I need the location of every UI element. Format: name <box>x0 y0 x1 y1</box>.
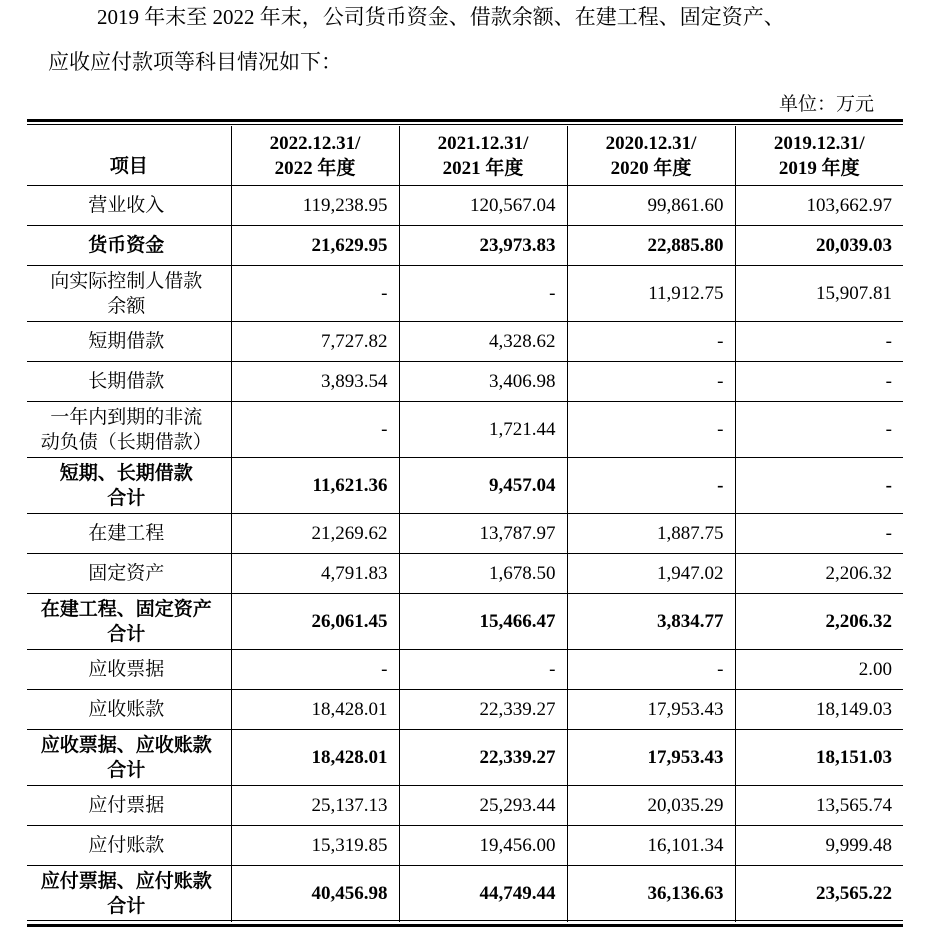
cell-value: 11,912.75 <box>567 266 735 322</box>
cell-value: 17,953.43 <box>567 730 735 786</box>
cell-value: 18,428.01 <box>231 730 399 786</box>
table-row <box>27 514 903 554</box>
cell-value: - <box>567 458 735 514</box>
cell-value: 1,721.44 <box>399 402 567 458</box>
row-label <box>27 826 231 866</box>
row-label <box>27 514 231 554</box>
cell-value: 3,893.54 <box>231 362 399 402</box>
row-label-line1: 应付票据、应付账款 <box>40 870 212 892</box>
header-2022 <box>231 126 399 186</box>
header-2020-date: 2020.12.31/ <box>605 132 697 154</box>
row-label <box>27 650 231 690</box>
header-2019 <box>735 126 903 186</box>
cell-value: 3,406.98 <box>399 362 567 402</box>
cell-value: 2,206.32 <box>735 594 903 650</box>
cell-value: 22,339.27 <box>399 690 567 730</box>
intro-line-1: 2019 年末至 2022 年末，公司货币资金、借款余额、在建工程、固定资产、 <box>97 5 785 29</box>
table-top-rule <box>27 119 903 122</box>
header-2021-date: 2021.12.31/ <box>437 132 529 154</box>
table-top-rule-thin <box>27 124 903 125</box>
cell-value: 1,947.02 <box>567 554 735 594</box>
row-label-line1: 应收票据、应收账款 <box>40 734 212 756</box>
cell-value: - <box>399 650 567 690</box>
cell-value: 18,151.03 <box>735 730 903 786</box>
cell-value: 22,339.27 <box>399 730 567 786</box>
header-2020-year: 2020 年度 <box>610 157 692 179</box>
table-row <box>27 402 903 458</box>
financial-table <box>27 126 903 922</box>
cell-value: 22,885.80 <box>567 226 735 266</box>
table-row <box>27 322 903 362</box>
cell-value: 11,621.36 <box>231 458 399 514</box>
cell-value: 15,907.81 <box>735 266 903 322</box>
cell-value: 26,061.45 <box>231 594 399 650</box>
table-row <box>27 266 903 322</box>
row-label-line1: 货币资金 <box>88 235 165 256</box>
row-label-line1: 在建工程、固定资产 <box>40 598 212 620</box>
cell-value: 3,834.77 <box>567 594 735 650</box>
cell-value: 7,727.82 <box>231 322 399 362</box>
cell-value: 17,953.43 <box>567 690 735 730</box>
cell-value: - <box>399 266 567 322</box>
row-label <box>27 362 231 402</box>
cell-value: - <box>567 322 735 362</box>
table-row <box>27 458 903 514</box>
row-label-line1: 应收票据 <box>88 659 165 680</box>
row-label-line2: 合计 <box>107 487 146 509</box>
cell-value: 9,457.04 <box>399 458 567 514</box>
cell-value: 25,293.44 <box>399 786 567 826</box>
cell-value: - <box>567 650 735 690</box>
cell-value: 120,567.04 <box>399 186 567 226</box>
cell-value: - <box>231 266 399 322</box>
cell-value: 4,791.83 <box>231 554 399 594</box>
cell-value: 15,466.47 <box>399 594 567 650</box>
cell-value: 103,662.97 <box>735 186 903 226</box>
row-label <box>27 730 231 786</box>
table-row <box>27 554 903 594</box>
cell-value: 15,319.85 <box>231 826 399 866</box>
cell-value: 40,456.98 <box>231 866 399 922</box>
row-label-line1: 应收账款 <box>88 699 165 720</box>
row-label <box>27 402 231 458</box>
cell-value: 36,136.63 <box>567 866 735 922</box>
table-row <box>27 594 903 650</box>
row-label-line1: 向实际控制人借款 <box>50 270 203 292</box>
cell-value: 20,035.29 <box>567 786 735 826</box>
row-label-line1: 固定资产 <box>88 563 165 584</box>
cell-value: - <box>735 362 903 402</box>
table-row <box>27 866 903 922</box>
header-2021 <box>399 126 567 186</box>
row-label-line1: 应付票据 <box>88 795 165 816</box>
cell-value: 19,456.00 <box>399 826 567 866</box>
cell-value: 99,861.60 <box>567 186 735 226</box>
cell-value: 18,428.01 <box>231 690 399 730</box>
row-label <box>27 690 231 730</box>
table-row <box>27 826 903 866</box>
table-row <box>27 650 903 690</box>
cell-value: 13,787.97 <box>399 514 567 554</box>
cell-value: 18,149.03 <box>735 690 903 730</box>
header-2020 <box>567 126 735 186</box>
row-label-line1: 营业收入 <box>88 195 165 216</box>
row-label-line2: 合计 <box>107 623 146 645</box>
cell-value: - <box>735 402 903 458</box>
cell-value: 119,238.95 <box>231 186 399 226</box>
cell-value: - <box>735 514 903 554</box>
cell-value: - <box>231 402 399 458</box>
row-label-line1: 在建工程 <box>88 523 165 544</box>
table-row <box>27 186 903 226</box>
row-label-line2: 合计 <box>107 759 146 781</box>
table-row <box>27 362 903 402</box>
row-label <box>27 186 231 226</box>
row-label-line1: 应付账款 <box>88 835 165 856</box>
cell-value: - <box>567 362 735 402</box>
table-row <box>27 786 903 826</box>
header-2022-date: 2022.12.31/ <box>269 132 361 154</box>
row-label-line2: 合计 <box>107 895 146 917</box>
cell-value: 25,137.13 <box>231 786 399 826</box>
row-label <box>27 786 231 826</box>
row-label-line1: 一年内到期的非流 <box>50 406 203 428</box>
row-label-line1: 长期借款 <box>88 371 165 392</box>
row-label-line1: 短期借款 <box>88 331 165 352</box>
row-label-line2: 动负债（长期借款） <box>40 431 212 453</box>
cell-value: 21,629.95 <box>231 226 399 266</box>
table-bottom-rule <box>27 924 903 927</box>
cell-value: 21,269.62 <box>231 514 399 554</box>
cell-value: - <box>567 402 735 458</box>
cell-value: 1,887.75 <box>567 514 735 554</box>
table-row <box>27 730 903 786</box>
cell-value: 1,678.50 <box>399 554 567 594</box>
row-label-line1: 短期、长期借款 <box>59 462 193 484</box>
table-row <box>27 690 903 730</box>
row-label <box>27 866 231 922</box>
cell-value: 23,973.83 <box>399 226 567 266</box>
header-2022-year: 2022 年度 <box>274 157 356 179</box>
table-header-row <box>27 126 903 186</box>
intro-line-2: 应收应付款项等科目情况如下： <box>48 50 342 74</box>
header-2021-year: 2021 年度 <box>442 157 524 179</box>
row-label <box>27 266 231 322</box>
cell-value: - <box>735 322 903 362</box>
row-label <box>27 226 231 266</box>
cell-value: 2,206.32 <box>735 554 903 594</box>
row-label <box>27 322 231 362</box>
row-label-line2: 余额 <box>107 295 146 317</box>
unit-label: 单位：万元 <box>779 94 875 115</box>
cell-value: 16,101.34 <box>567 826 735 866</box>
row-label <box>27 554 231 594</box>
cell-value: - <box>735 458 903 514</box>
cell-value: 23,565.22 <box>735 866 903 922</box>
table-row <box>27 226 903 266</box>
table-bottom-rule-thin <box>27 920 903 921</box>
cell-value: 13,565.74 <box>735 786 903 826</box>
header-2019-date: 2019.12.31/ <box>773 132 865 154</box>
header-2019-year: 2019 年度 <box>778 157 860 179</box>
cell-value: 44,749.44 <box>399 866 567 922</box>
cell-value: - <box>231 650 399 690</box>
cell-value: 4,328.62 <box>399 322 567 362</box>
cell-value: 20,039.03 <box>735 226 903 266</box>
row-label <box>27 458 231 514</box>
header-item: 项目 <box>27 126 231 186</box>
row-label <box>27 594 231 650</box>
cell-value: 9,999.48 <box>735 826 903 866</box>
cell-value: 2.00 <box>735 650 903 690</box>
